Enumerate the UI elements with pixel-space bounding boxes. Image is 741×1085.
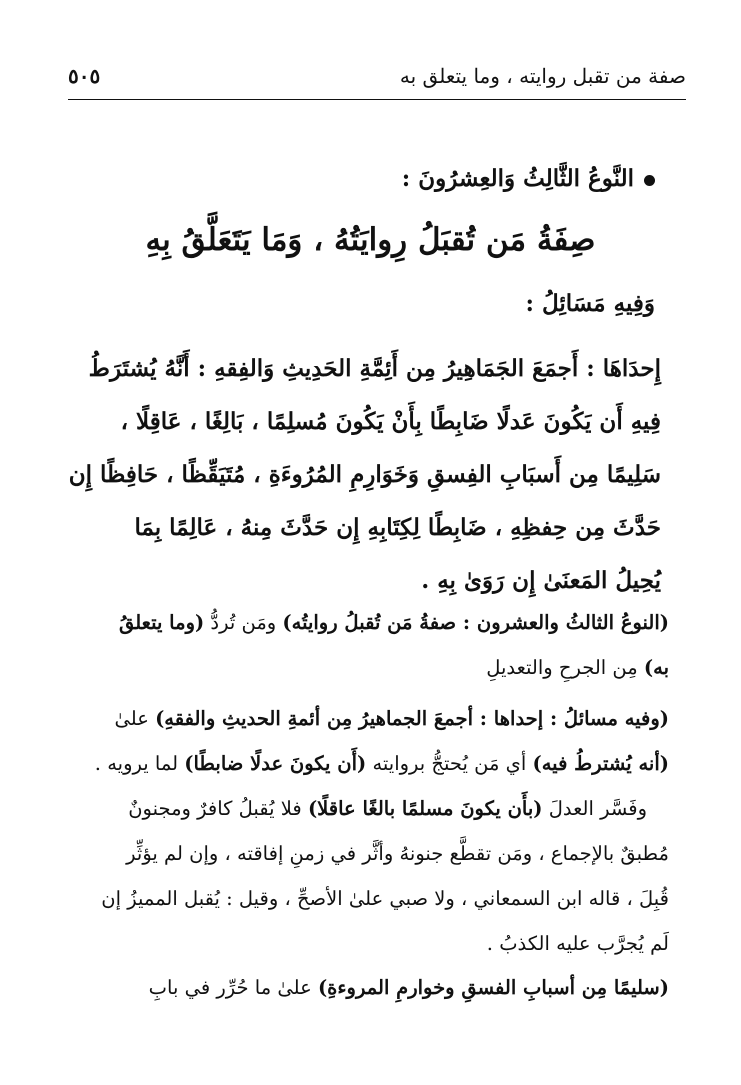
quoted-matn: به)	[643, 656, 669, 679]
quoted-matn: (بأَن يكونَ مسلمًا بالغًا عاقلًا)	[307, 797, 543, 820]
commentary-text: علىٰ ما حُرِّر في بابِ	[148, 976, 318, 999]
commentary-text: وفَسَّر العدلَ	[542, 797, 647, 820]
quoted-matn: (أَن يكونَ عدلًا ضابطًا)	[184, 752, 367, 775]
commentary-text: فلا يُقبلُ كافرٌ ومجنونٌ	[128, 797, 308, 820]
commentary-line: قُبِلَ ، قاله ابن السمعاني ، ولا صبي علىٰ الأصحِّ ، وقيل : يُقبل المميزُ إن	[101, 887, 669, 910]
commentary-line	[70, 965, 669, 1010]
page-number: ٥٠٥	[68, 64, 101, 88]
bullet-icon	[644, 175, 655, 186]
quoted-matn: (وفيه مسائلُ : إحداها : أجمعَ الجماهيرُ مِن أئمةِ الحديثِ والفقهِ)	[155, 707, 669, 730]
matn-line: حَدَّثَ مِن حِفظِهِ ، ضَابِطًا لِكِتَابِهِ إِن حَدَّثَ مِنهُ ، عَالِمًا بِمَا	[134, 514, 661, 541]
commentary-paragraph-1	[70, 600, 669, 690]
commentary-line	[70, 786, 669, 831]
quoted-matn: (النوعُ الثالثُ والعشرون : صفةُ مَن تُقبلُ روايتُه)	[282, 611, 669, 634]
running-header	[68, 58, 686, 98]
commentary-text: علىٰ	[114, 707, 156, 730]
header-divider	[68, 99, 686, 100]
quoted-matn: (أنه يُشترطُ فيه)	[532, 752, 669, 775]
matn-text	[68, 342, 661, 607]
commentary-paragraph-3	[70, 786, 669, 966]
header-title: صفة من تقبل روايته ، وما يتعلق به	[399, 64, 686, 88]
quoted-matn: (سليمًا مِن أسبابِ الفسقِ وخوارمِ المروءةِ)	[317, 976, 669, 999]
quoted-matn: (وما يتعلقُ	[118, 611, 205, 634]
commentary-paragraph-4	[70, 965, 669, 1010]
commentary-line: لَم يُجرَّب عليه الكذبُ .	[486, 932, 669, 955]
matn-line: إِحدَاهَا : أَجمَعَ الجَمَاهِيرُ مِن أَئِمَّةِ الحَدِيثِ وَالفِقهِ : أَنَّهُ يُشتَرَطُ	[88, 355, 661, 382]
section-heading-text: النَّوعُ الثَّالِثُ وَالعِشرُونَ :	[401, 165, 634, 192]
commentary-line	[70, 696, 669, 741]
commentary-text: أي مَن يُحتجُّ بروايته	[366, 752, 533, 775]
matn-line: سَلِيمًا مِن أَسبَابِ الفِسقِ وَخَوَارِمِ المُرُوءَةِ ، مُتَيَقِّظًا ، حَافِظًا إِن	[68, 461, 661, 488]
issues-intro: وَفِيهِ مَسَائِلُ :	[525, 290, 655, 317]
commentary-text: مِن الجرحِ والتعديلِ	[486, 656, 644, 679]
commentary-line: مُطبقٌ بالإجماع ، ومَن تقطَّع جنونهُ وأثَّر في زمنِ إفاقته ، وإن لم يؤثِّر	[126, 842, 669, 865]
commentary-paragraph-2	[70, 696, 669, 786]
section-heading	[402, 165, 655, 192]
commentary-line	[70, 600, 669, 645]
commentary-text: لما يرويه .	[94, 752, 185, 775]
commentary-line	[70, 645, 669, 690]
matn-line: فِيهِ أَن يَكُونَ عَدلًا ضَابِطًا بِأَنْ يَكُونَ مُسلِمًا ، بَالِغًا ، عَاقِلًا ،	[120, 408, 661, 435]
chapter-title: صِفَةُ مَن تُقبَلُ رِوايَتُهُ ، وَمَا يَتَعَلَّقُ بِهِ	[145, 222, 596, 258]
matn-line: يُحِيلُ المَعنَىٰ إِن رَوَىٰ بِهِ .	[421, 567, 661, 594]
commentary-line	[70, 741, 669, 786]
commentary-text: ومَن تُردُّ	[204, 611, 283, 634]
